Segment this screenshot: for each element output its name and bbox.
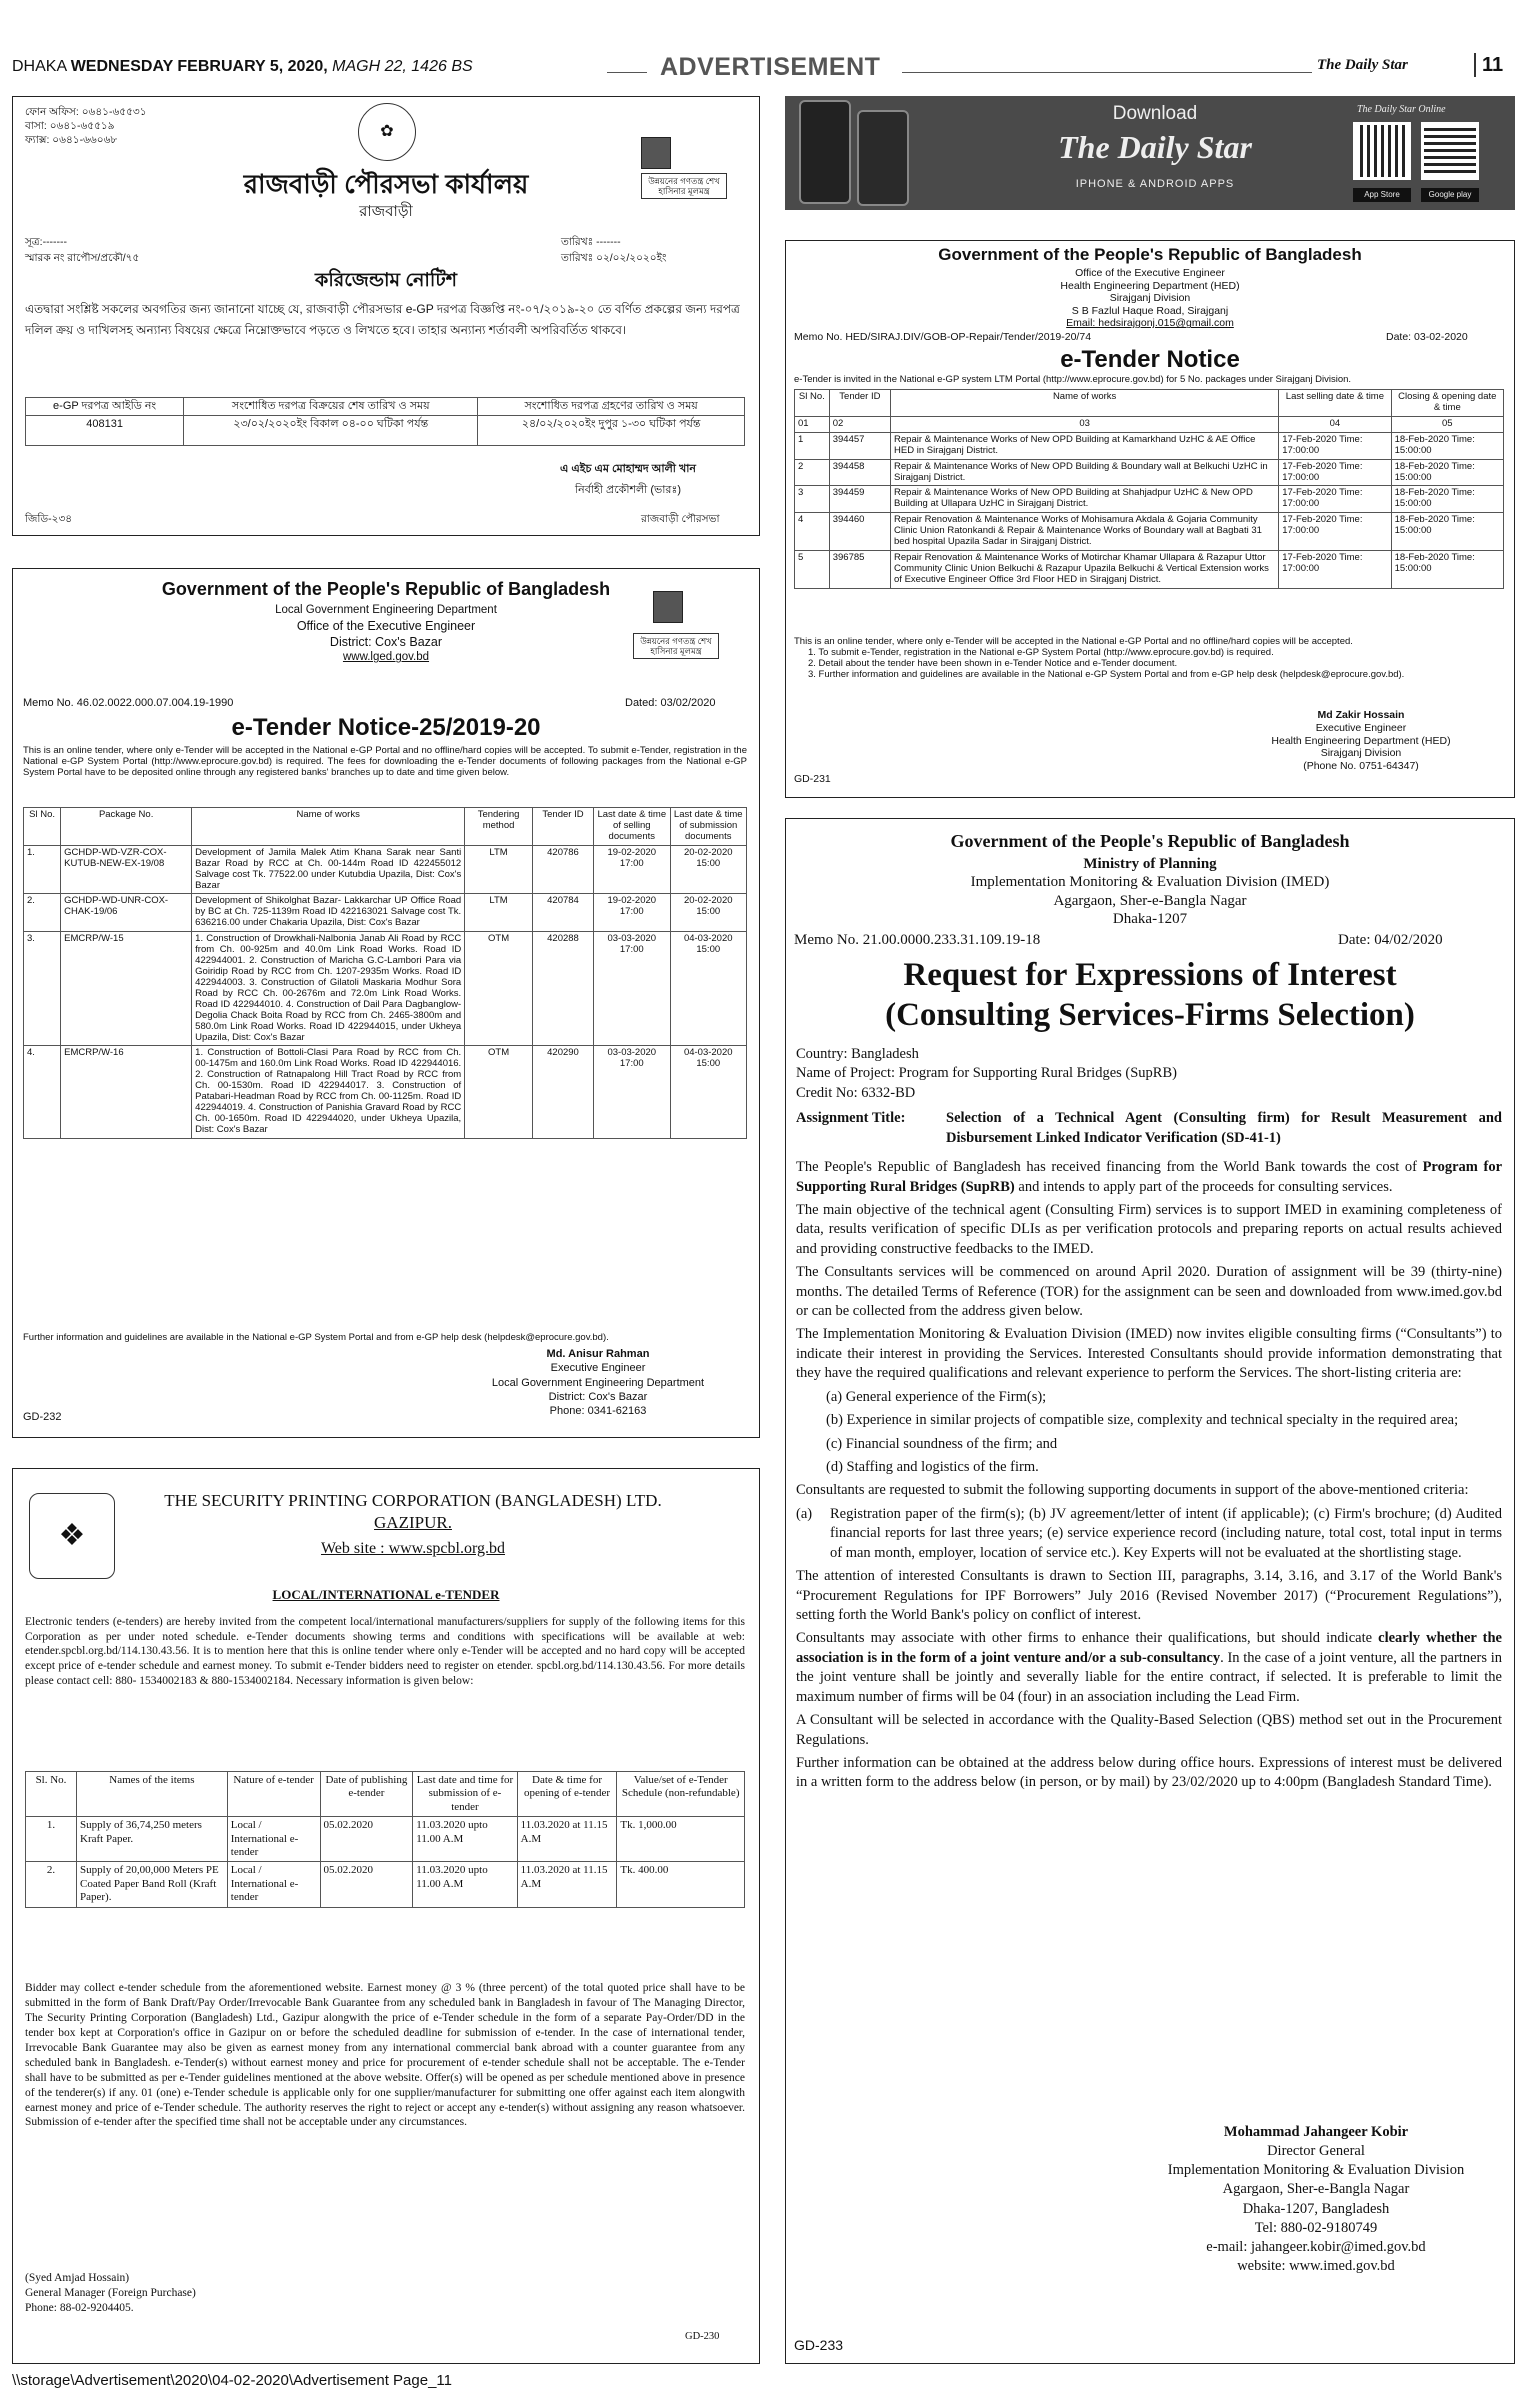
date-line: তারিখঃ ------- [561,236,621,248]
file-path-footer: \\storage\Advertisement\2020\04-02-2020\Advertisement Page_11 [12,2372,452,2389]
ad-rajbari-pouroshova [12,96,760,536]
paragraph: A Consultant will be selected in accordance with the Quality-Based Selection (QBS) method set out in the Procurement Regulations. [796,1712,1502,1748]
notice-intro: e-Tender is invited in the National e-GP system LTM Portal (http://www.eprocure.gov.bd) for 5 No. packages under Sirajganj Division. [794,374,1352,385]
note-item: 2. Detail about the tender have been shown in e-Tender Notice and e-Tender document. [808,657,1178,669]
portrait-image [653,591,683,623]
criteria-item: (c) Financial soundness of the firm; and [826,1435,1058,1452]
tender-table: Sl No. Package No. Name of works Tendering method Tender ID Last date & time of selling documents Last date & time of submission documents 1. GCHDP-WD-VZR-COX-KUTUB-NEW-EX-19/08 Development of Jamila Malek Atim Khana Sarak near Santi Bazar Road by RCC at Ch. 00-144m Road ID 422455012 Salvage cost Tk. 77522.00 under Kutubdia Upazila, Dist: Cox's Bazar LTM 420786 19-02-2020 17:00 20-02-2020 15:00 2. GCHDP-WD-UNR-COX-CHAK-19/06 Development of Shikolghat Bazar- Lakkarchar UP Office Road by BC at Ch. 725-1139m Road ID 422163021 Salvage cost Tk. 636216.00 under Chakaria Upazila, Dist: Cox's Bazar LTM 420784 19-02-2020 17:00 20-02-2020 15:00 3. EMCRP/W-15 1. Construction of Drowkhali-Nalbonia Janab Ali Road by RCC from Ch. 00-925m and 40.0m Link Road Works. Road ID 422944001. 2. Construction of Maricha G.C-Lambori Para via Goiridip Road by RCC from Ch. 1207-2935m Works. Road ID 422944003. 3. Construction of Gilatoli Maskaria Modhur Sora Road by RCC Ch. 00-2676m and 72.0m Link Road Works. Road ID 422944010. 4. Construction of Dail Para Dagbanglow-Degolia Chack Boita Road by RCC from Ch. 2465-3800m and 580.0m Link Road Works. Road ID 422944015, under Ukheya Upazila, Dist: Cox's Bazar OTM 420288 03-03-2020 17:00 04-03-2020 15:00 4. EMCRP/W-16 1. Construction of Bottoli-Clasi Para Road by RCC from Ch. 00-1475m and 160.0m Link Road Works. Road ID 422944016. 2. Construction of Ratnapalong Hill Tract Road by RCC from Ch. 00-1530m. Road ID 422944017. 3. Construction of Patabari-Headman Road by RCC from Ch. 00-1125m. Road ID 422944019. 4. Construction of Panishia Gravard Road by RCC Ch. 00-1650m. Road ID 422944020, under Ukheya Upazila, Dist: Cox's Bazar OTM 420290 03-03-2020 17:00 04-03-2020 15:00 [23,807,747,1139]
phone-mockup-image [799,100,851,204]
gov-title: Government of the People's Republic of Bangladesh [938,245,1362,264]
table-row: 1. GCHDP-WD-VZR-COX-KUTUB-NEW-EX-19/08 Development of Jamila Malek Atim Khana Sarak near Santi Bazar Road by RCC at Ch. 00-144m Road ID 422455012 Salvage cost Tk. 77522.00 under Kutubdia Upazila, Dist: Cox's Bazar LTM 420786 19-02-2020 17:00 20-02-2020 15:00 [24,845,747,894]
table-row: 2. GCHDP-WD-UNR-COX-CHAK-19/06 Development of Shikolghat Bazar- Lakkarchar UP Office Road by BC at Ch. 725-1139m Road ID 422163021 Salvage cost Tk. 636216.00 under Chakaria Upazila, Dist: Cox's Bazar LTM 420784 19-02-2020 17:00 20-02-2020 15:00 [24,894,747,932]
table-row: 1. Supply of 36,74,250 meters Kraft Paper. Local / International e-tender 05.02.2020 11.03.2020 upto 11.00 A.M 11.03.2020 at 11.15 A.M Tk. 1,000.00 [26,1817,745,1862]
memo-number: Memo No. 21.00.0000.233.31.109.19-18 [794,932,1041,948]
paragraph: Consultants are requested to submit the following supporting documents in support of the above-mentioned criteria: [796,1482,1469,1499]
phone-mockup-image [857,110,909,206]
project-line: Name of Project: Program for Supporting Rural Bridges (SupRB) [796,1065,1177,1082]
table-row: 2. Supply of 20,00,000 Meters PE Coated Paper Band Roll (Kraft Paper). Local / International e-tender 05.02.2020 11.03.2020 upto 11.00 A.M 11.03.2020 at 11.15 A.M Tk. 400.00 [26,1862,745,1907]
gd-number: GD-231 [794,773,831,785]
pouroshova-logo-icon: ✿ [358,103,416,161]
masthead-logo: The Daily Star [1317,57,1408,73]
table-row: 408131 ২৩/০২/২০২০ইং বিকাল ০৪-০০ ঘটিকা পর্যন্ত ২৪/০২/২০২০ইং দুপুর ১-৩০ ঘটিকা পর্যন্ত [26,416,745,446]
signatory-name: Md. Anisur Rahman [546,1348,650,1360]
dept-line: Local Government Engineering Department [275,604,497,616]
further-info: Further information and guidelines are available in the National e-GP System Portal and from e-GP help desk (helpdesk@eprocure.gov.bd). [23,1332,609,1343]
development-badge: উন্নয়নের গণতন্ত্র শেখ হাসিনার মূলমন্ত্র [641,173,727,199]
ad-hed-etender: Government of the People's Republic of Bangladesh Office of the Executive Engineer Health Engineering Department (HED) Sirajganj Division S B Fazlul Haque Road, Sirajganj Email: hedsirajgonj.015@gmail.com Memo No. HED/SIRAJ.DIV/GOB-OP-Repair/Tender/2019-20/74 Date: 03-02-2020 e-Tender Notice e-Tender is invited in the National e-GP system LTM Portal (http://www.eprocure.gov.bd) for 5 No. packages under Sirajganj Division. Sl No. Tender ID Name of works Last selling date & time Closing & opening date & time 01 02 03 04 05 1 394457 Repair & Maintenance Works of New OPD Building at Kamarkhand UzHC & AE Office HED in Sirajganj District. 17-Feb-2020 Time: 17:00:00 18-Feb-2020 Time: 15:00:00 2 394458 Repair & Maintenance Works of New OPD Building & Boundary wall at Belkuchi UzHC in Sirajganj District. 17-Feb-2020 Time: 17:00:00 18-Feb-2020 Time: 15:00:00 3 394459 Repair & Maintenance Works of New OPD Building at Shahjadpur UzHC & New OPD Building at Ullapara UzHC in Sirajganj District. 17-Feb-2020 Time: 17:00:00 18-Feb-2020 Time: 15:00:00 4 394460 Repair Renovation & Maintenance Works of Mohisamura Akdala & Gojaria Community Clinic Union Ratonkandi & Repair & Maintenance Works of Boundary wall at Bagbati 31 bed hospital Upazila Sadar in Sirajganj District. 17-Feb-2020 Time: 17:00:00 18-Feb-2020 Time: 15:00:00 5 396785 Repair Renovation & Maintenance Works of Motirchar Khamar Ullapara & Razapur Uttor Community Clinic Union Belkuchi & Razapur Upazila Belkuchi & Vertical Extension works of Executive Engineer Office 3rd Floor HED in Sirajganj District. 17-Feb-2020 Time: 17:00:00 18-Feb-2020 Time: 15:00:00 This is an online tender, where only e-Tender will be accepted in the National e-GP Portal and no offline/hard copies will be accepted. 1. To submit e-Tender, registration in the National e-GP System Portal (http://www.eprocure.gov.bd) is required. 2. Detail about the tender have been shown in e-Tender Notice and e-Tender document. 3. Further information and guidelines are available in the National e-GP System Portal and from e-GP help desk (helpdesk@eprocure.gov.bd). Md Zakir Hossain Executive Engineer Health Engineering Department (HED) Sirajganj Division (Phone No. 0751-64347) GD-231 [785,240,1515,798]
tender-body: Bidder may collect e-tender schedule from the aforementioned website. Earnest money @ 3 % (three percent) of the total quoted price shall have to be submitted in the form of Bank Draft/Pay Order/Irrevocable Bank Guarantee from any scheduled bank in Bangladesh in favour of The Managing Director, The Security Printing Corporation (Bangladesh) Ltd., Gazipur alongwith the price of e-Tender schedule in the form of a separate Pay-Order/DD in the tender box kept at Corporation's office in Gazipur on or before the scheduled deadline for submission of e-tender. In the case of international tender, Irrevocable Bank Guarantee may also be given as earnest money from any international commercial bank abroad with a counter guarantee from any scheduled bank in Bangladesh. e-Tender(s) without earnest money and price for procurement of e-tender schedule shall not be acceptable. The e-Tender shall have to be submitted as per e-Tender guidelines mentioned at the above website. Offer(s) will be opened as per schedule mentioned above in presence of the tenderer(s) if any. 01 (one) e-Tender schedule is applicable only for one supplier/manufacturer for submitting one offer against each item alongwith earnest money and price of e-Tender schedule. The authority reserves the right to reject or accept any e-tender(s) without assigning any reason whatsoever. Submission of e-tender after the specified time shall not be acceptable under any circumstances. [25,1982,745,2129]
app-store-button[interactable]: App Store [1353,188,1411,202]
page-number: 11 [1474,53,1503,77]
paragraph: Further information can be obtained at the address below during office hours. Expressions of interest must be delivered in a written form to the address below (in person, or by mail) by 23/02/2020 up to 4:00pm (Bangladesh Standard Time). [796,1754,1502,1791]
address-line: Dhaka-1207 [1112,910,1188,927]
documents-list: Registration paper of the firm(s); (b) JV agreement/letter of intent (if applicable); (c) Firm's brochure; (d) Audited financial reports for last three years; (e) service experience record (including nature, total cost, total input in terms of man month, employer, location of service etc.). Key Experts will not be evaluated at the shortlisting stage. [830,1505,1502,1561]
signatory-name: (Syed Amjad Hossain) [25,2272,130,2284]
office-subtitle: রাজবাড়ী [359,203,413,220]
table-row: 4 394460 Repair Renovation & Maintenance Works of Mohisamura Akdala & Gojaria Community Clinic Union Ratonkandi & Repair & Maintenance Works of Boundary wall at Bagbati 31 bed hospital Upazila Sadar in Sirajganj District. 17-Feb-2020 Time: 17:00:00 18-Feb-2020 Time: 15:00:00 [795,513,1504,551]
division-line: Implementation Monitoring & Evaluation Division (IMED) [970,874,1330,891]
ministry-line: Ministry of Planning [1083,856,1217,872]
signatory-name: Mohammad Jahangeer Kobir [1223,2124,1409,2140]
google-play-button[interactable]: Google play [1421,188,1479,202]
note-item: 1. To submit e-Tender, registration in the National e-GP System Portal (http://www.eprocure.gov.bd) is required. [808,646,1274,658]
download-text: Download [1112,103,1198,124]
tender-table: Sl No. Tender ID Name of works Last selling date & time Closing & opening date & time 01 02 03 04 05 1 394457 Repair & Maintenance Works of New OPD Building at Kamarkhand UzHC & AE Office HED in Sirajganj District. 17-Feb-2020 Time: 17:00:00 18-Feb-2020 Time: 15:00:00 2 394458 Repair & Maintenance Works of New OPD Building & Boundary wall at Belkuchi UzHC in Sirajganj District. 17-Feb-2020 Time: 17:00:00 18-Feb-2020 Time: 15:00:00 3 394459 Repair & Maintenance Works of New OPD Building at Shahjadpur UzHC & New OPD Building at Ullapara UzHC in Sirajganj District. 17-Feb-2020 Time: 17:00:00 18-Feb-2020 Time: 15:00:00 4 394460 Repair Renovation & Maintenance Works of Mohisamura Akdala & Gojaria Community Clinic Union Ratonkandi & Repair & Maintenance Works of Boundary wall at Bagbati 31 bed hospital Upazila Sadar in Sirajganj District. 17-Feb-2020 Time: 17:00:00 18-Feb-2020 Time: 15:00:00 5 396785 Repair Renovation & Maintenance Works of Motirchar Khamar Ullapara & Razapur Uttor Community Clinic Union Belkuchi & Razapur Upazila Belkuchi & Vertical Extension works of Executive Engineer Office 3rd Floor HED in Sirajganj District. 17-Feb-2020 Time: 17:00:00 18-Feb-2020 Time: 15:00:00 [794,389,1504,589]
table-row: 01 02 03 04 05 [795,416,1504,432]
section-title: ADVERTISEMENT [660,53,881,81]
header-date: WEDNESDAY FEBRUARY 5, 2020, [70,58,328,75]
notice-title: e-Tender Notice [1060,346,1240,373]
page-header [12,52,1512,82]
criteria-item: (d) Staffing and logistics of the firm. [826,1459,1039,1476]
contact-phones: ফোন অফিস: ০৬৪১-৬৫৫৩১ বাসা: ০৬৪১-৬৫৫১৯ ফ্যাক্স: ০৬৪১-৬৬০৬৮ [25,106,147,147]
memo-date: Dated: 03/02/2020 [625,697,716,709]
gd-number: জিডি-২৩৪ [25,513,73,525]
egp-table: e-GP দরপত্র আইডি নং সংশোধিত দরপত্র বিক্রয়ের শেষ তারিখ ও সময় সংশোধিত দরপত্র গ্রহণের তারিখ ও সময় 408131 ২৩/০২/২০২০ইং বিকাল ০৪-০০ ঘটিকা পর্যন্ত ২৪/০২/২০২০ইং দুপুর ১-৩০ ঘটিকা পর্যন্ত [25,397,745,446]
website-link[interactable]: Web site : www.spcbl.org.bd [320,1540,506,1557]
memo-number: Memo No. HED/SIRAJ.DIV/GOB-OP-Repair/Tender/2019-20/74 [794,331,1092,343]
development-badge: উন্নয়নের গণতন্ত্র শেখ হাসিনার মূলমন্ত্র [633,633,719,659]
credit-line: Credit No: 6332-BD [796,1084,916,1101]
portrait-image [641,137,671,169]
criteria-item: (b) Experience in similar projects of compatible size, complexity and technical specialty in the required area; [826,1412,1459,1429]
memo-date: তারিখঃ ০২/০২/২০২০ইং [561,251,667,264]
paragraph: The main objective of the technical agent (Consulting Firm) services is to support IMED in examining completeness of data, results verification of specific DLIs as per verification protocols and preparing reports on actual results achieved and providing constructive feedbacks to the IMED. [796,1201,1502,1257]
gov-title: Government of the People's Republic of Bangladesh [950,831,1350,851]
table-row: 3 394459 Repair & Maintenance Works of New OPD Building at Shahjadpur UzHC & New OPD Building at Ullapara UzHC in Sirajganj District. 17-Feb-2020 Time: 17:00:00 18-Feb-2020 Time: 15:00:00 [795,486,1504,513]
memo-number: Memo No. 46.02.0022.000.07.004.19-1990 [23,697,234,709]
header-city: DHAKA [12,58,67,75]
paragraph: The People's Republic of Bangladesh has received financing from the World Bank towards the cost of Program for Supporting Rural Bridges (SupRB) and intends to apply part of the proceeds for consulting services. [796,1159,1503,1195]
signatory-title: নির্বাহী প্রকৌশলী (ভারঃ) [574,483,682,496]
memo-date: Date: 04/02/2020 [1338,932,1443,948]
qr-code-icon [1421,122,1479,180]
signatory-name: এ এইচ এম মোহাম্মদ আলী খান [560,463,696,475]
paragraph: Consultants may associate with other firms to enhance their qualifications, but should indicate clearly whether the association is in the form of a joint venture and/or a sub-consultancy. In the case of a joint venture, all the partners in the joint venture shall be jointly and severally liable for the entire contract, if selected. It is preferable to limit the maximum number of firms will be 04 (four) in an association including the Lead Firm. [796,1630,1503,1705]
memo-number: স্মারক নং রাপৌস/প্রকৌ/৭৫ [25,251,140,264]
eoi-title: Request for Expressions of Interest [903,957,1397,993]
paragraph: The Consultants services will be commenced on around April 2020. Duration of assignment will be 39 (thirty-nine) months. The detailed Terms of Reference (TOR) for the assignment can be seen and downloaded from www.imed.gov.bd or can be collected from the address given below. [796,1264,1502,1320]
table-row: 4. EMCRP/W-16 1. Construction of Bottoli-Clasi Para Road by RCC from Ch. 00-1475m and 160.0m Link Road Works. Road ID 422944016. 2. Construction of Ratnapalong Hill Tract Road by RCC from Ch. 00-1530m. Road ID 422944017. 3. Construction of Patabari-Headman Road by RCC from Ch. 00-1125m. Road ID 422944019. 4. Construction of Panishia Gravard Road by RCC Ch. 00-1650m. Road ID 422944020, under Ukheya Upazila, Dist: Cox's Bazar OTM 420290 03-03-2020 17:00 04-03-2020 15:00 [24,1046,747,1138]
office-line: Office of the Executive Engineer [296,618,476,633]
ad-imed-eoi: Government of the People's Republic of Bangladesh Ministry of Planning Implementation Monitoring & Evaluation Division (IMED) Agargaon, Sher-e-Bangla Nagar Dhaka-1207 Memo No. 21.00.0000.233.31.109.19-18 Date: 04/02/2020 Request for Expressions of Interest (Consulting Services-Firms Selection) Country: Bangladesh Name of Project: Program for Supporting Rural Bridges (SupRB) Credit No: 6332-BD Assignment Title: Selection of a Technical Agent (Consulting firm) for Result Measurement and Disbursement Linked Indicator Verification (SD-41-1) The People's Republic of Bangladesh has received financing from the World Bank towards the cost of Program for Supporting Rural Bridges (SupRB) and intends to apply part of the proceeds for consulting services. The main objective of the technical agent (Consulting Firm) services is to support IMED in examining completeness of data, results verification of specific DLIs as per verification protocols and preparing reports on actual results achieved and providing constructive feedbacks to the IMED. The Consultants services will be commenced on around April 2020. Duration of assignment will be 39 (thirty-nine) months. The detailed Terms of Reference (TOR) for the assignment can be seen and downloaded from www.imed.gov.bd or can be collected from the address given below. The Implementation Monitoring & Evaluation Division (IMED) now invites eligible consulting firms (“Consultants”) to indicate their interest in providing the Services. Interested Consultants should provide information demonstrating that they have the required qualifications and relevant experience to perform the Services. The short-listing criteria are: (a) General experience of the Firm(s); (b) Experience in similar projects of compatible size, complexity and technical specialty in the required area; (c) Financial soundness of the firm; and (d) Staffing and logistics of the firm. Consultants are requested to submit the following supporting documents in support of the above-mentioned criteria: (a) Registration paper of the firm(s); (b) JV agreement/letter of intent (if applicable); (c) Firm's brochure; (d) Audited financial reports for last three years; (e) service experience record (including nature, total cost, total input in terms of man month, employer, location of service etc.). Key Experts will not be evaluated at the shortlisting stage. The attention of interested Consultants is drawn to Section III, paragraphs, 3.14, 3.16, and 3.17 of the World Bank's “Procurement Regulations for IPF Borrowers” July 2016 (Revised November 2017) (“Procurement Regulations”), setting forth the World Bank's policy on conflict of interest. Consultants may associate with other firms to enhance their qualifications, but should indicate clearly whether the association is in the form of a joint venture and/or a sub-consultancy. In the case of a joint venture, all the partners in the joint venture shall be jointly and severally liable for the entire contract, if selected. It is preferable to limit the maximum number of firms will be 04 (four) in an association including the Lead Firm. A Consultant will be selected in accordance with the Quality-Based Selection (QBS) method set out in the Procurement Regulations. Further information can be obtained at the address below during office hours. Expressions of interest must be delivered in a written form to the address below (in person, or by mail) by 23/02/2020 up to 4:00pm (Bangladesh Standard Time). Mohammad Jahangeer Kobir Director General Implementation Monitoring & Evaluation Division Agargaon, Sher-e-Bangla Nagar Dhaka-1207, Bangladesh Tel: 880-02-9180749 e-mail: jahangeer.kobir@imed.gov.bd website: www.imed.gov.bd GD-233 [785,818,1515,2364]
gd-number: GD-232 [23,1411,62,1423]
brand-logo: The Daily Star [1058,129,1252,165]
ref-line: সূত্র:------- [25,236,68,248]
ad-lged-etender: Government of the People's Republic of Bangladesh Local Government Engineering Department Office of the Executive Engineer District: Cox's Bazar www.lged.gov.bd উন্নয়নের গণতন্ত্র শেখ হাসিনার মূলমন্ত্র Memo No. 46.02.0022.000.07.004.19-1990 Dated: 03/02/2020 e-Tender Notice-25/2019-20 This is an online tender, where only e-Tender will be accepted in the National e-GP Portal and no offline/hard copies will be accepted. To submit e-Tender, registration in the National e-GP System Portal (http://www.eprocure.gov.bd) is required. The fees for downloading the e-Tender documents of following packages from the National e-GP System Portal have to be deposited online through any registered banks' branches up to date and time given below. Sl No. Package No. Name of works Tendering method Tender ID Last date & time of selling documents Last date & time of submission documents 1. GCHDP-WD-VZR-COX-KUTUB-NEW-EX-19/08 Development of Jamila Malek Atim Khana Sarak near Santi Bazar Road by RCC at Ch. 00-144m Road ID 422455012 Salvage cost Tk. 77522.00 under Kutubdia Upazila, Dist: Cox's Bazar LTM 420786 19-02-2020 17:00 20-02-2020 15:00 2. GCHDP-WD-UNR-COX-CHAK-19/06 Development of Shikolghat Bazar- Lakkarchar UP Office Road by BC at Ch. 725-1139m Road ID 422163021 Salvage cost Tk. 636216.00 under Chakaria Upazila, Dist: Cox's Bazar LTM 420784 19-02-2020 17:00 20-02-2020 15:00 3. EMCRP/W-15 1. Construction of Drowkhali-Nalbonia Janab Ali Road by RCC from Ch. 00-925m and 40.0m Link Road Works. Road ID 422944001. 2. Construction of Maricha G.C-Lambori Para via Goiridip Road by RCC from Ch. 1207-2935m Works. Road ID 422944003. 3. Construction of Gilatoli Maskaria Modhur Sora Road by RCC Ch. 00-2676m and 72.0m Link Road Works. Road ID 422944010. 4. Construction of Dail Para Dagbanglow-Degolia Chack Boita Road by RCC from Ch. 2465-3800m and 580.0m Link Road Works. Road ID 422944015, under Ukheya Upazila, Dist: Cox's Bazar OTM 420288 03-03-2020 17:00 04-03-2020 15:00 4. EMCRP/W-16 1. Construction of Bottoli-Clasi Para Road by RCC from Ch. 00-1475m and 160.0m Link Road Works. Road ID 422944016. 2. Construction of Ratnapalong Hill Tract Road by RCC from Ch. 00-1530m. Road ID 422944017. 3. Construction of Patabari-Headman Road by RCC from Ch. 00-1125m. Road ID 422944019. 4. Construction of Panishia Gravard Road by RCC Ch. 00-1650m. Road ID 422944020, under Ukheya Upazila, Dist: Cox's Bazar OTM 420290 03-03-2020 17:00 04-03-2020 15:00 Further information and guidelines are available in the National e-GP System Portal and from e-GP help desk (helpdesk@eprocure.gov.bd). Md. Anisur Rahman Executive Engineer Local Government Engineering Department District: Cox's Bazar Phone: 0341-62163 GD-232 [12,568,760,1438]
notes-intro: This is an online tender, where only e-Tender will be accepted in the National e-GP Portal and no offline/hard copies will be accepted. [794,636,1353,647]
notice-title: e-Tender Notice-25/2019-20 [231,714,541,741]
notice-body: এতদ্বারা সংশ্লিষ্ট সকলের অবগতির জন্য জানানো যাচ্ছে যে, রাজবাড়ী পৌরসভার e-GP দরপত্র বিজ্ঞপ্তি নং-০৭/২০১৯-২০ তে বর্ণিত প্রকল্পের জন্য দরপত্র দলিল ক্রয় ও দাখিলসহ অন্যান্য বিষয়ের ক্ষেত্রে নিম্নোক্তভাবে পড়তে ও লিখতে হবে। তাহার অন্যান্য শর্তাবলী অপরিবর্তিত থাকবে। [25,302,740,337]
items-table: Sl. No. Names of the items Nature of e-tender Date of publishing e-tender Last date and time for submission of e-tender Date & time for opening of e-tender Value/set of e-Tender Schedule (non-refundable) 1. Supply of 36,74,250 meters Kraft Paper. Local / International e-tender 05.02.2020 11.03.2020 upto 11.00 A.M 11.03.2020 at 11.15 A.M Tk. 1,000.00 2. Supply of 20,00,000 Meters PE Coated Paper Band Roll (Kraft Paper). Local / International e-tender 05.02.2020 11.03.2020 upto 11.00 A.M 11.03.2020 at 11.15 A.M Tk. 400.00 [25,1771,745,1908]
eoi-subtitle: (Consulting Services-Firms Selection) [885,997,1415,1033]
criteria-item: (a) General experience of the Firm(s); [826,1388,1047,1405]
website-link[interactable]: website: www.imed.gov.bd [1237,2257,1395,2274]
contact-phone: Phone: 88-02-9204405. [25,2301,134,2314]
district-line: District: Cox's Bazar [329,635,443,650]
corp-city: GAZIPUR. [374,1513,452,1532]
signatory-name: Md Zakir Hossain [1317,709,1405,721]
qr-code-icon [1353,122,1411,180]
tender-heading: LOCAL/INTERNATIONAL e-TENDER [272,1587,500,1602]
ad-daily-star-app [785,96,1515,210]
table-row: 5 396785 Repair Renovation & Maintenance Works of Motirchar Khamar Ullapara & Razapur Uttor Community Clinic Union Belkuchi & Razapur Upazila Belkuchi & Vertical Extension works of Executive Engineer Office 3rd Floor HED in Sirajganj District. 17-Feb-2020 Time: 17:00:00 18-Feb-2020 Time: 15:00:00 [795,551,1504,589]
note-item: 3. Further information and guidelines are available in the National e-GP System Portal and from e-GP help desk (helpdesk@eprocure.gov.bd). [808,668,1405,680]
country-line: Country: Bangladesh [796,1046,919,1062]
notice-intro: This is an online tender, where only e-Tender will be accepted in the National e-GP Portal and no offline/hard copies will be accepted. To submit e-Tender, registration in the National e-GP System Portal (http://www.eprocure.gov.bd) is required. The fees for downloading the e-Tender documents of following packages from the National e-GP System Portal have to be deposited online through any registered banks' branches up to date and time given below. [23,745,747,778]
paragraph: The Implementation Monitoring & Evaluation Division (IMED) now invites eligible consulting firms (“Consultants”) to indicate their interest in providing the Services. Interested Consultants should provide information demonstrating that they have the required qualifications and relevant experience to perform the Services. The short-listing criteria are: [796,1326,1502,1382]
online-logo: The Daily Star Online [1357,104,1446,115]
paragraph: The attention of interested Consultants is drawn to Section III, paragraphs, 3.14, 3.16, and 3.17 of the World Bank's “Procurement Regulations for IPF Borrowers” July 2016 (Revised November 2017) (“Procurement Regulations”), setting forth the World Bank's policy on conflict of interest. [796,1568,1502,1623]
memo-date: Date: 03-02-2020 [1386,331,1468,343]
email-link[interactable]: e-mail: jahangeer.kobir@imed.gov.bd [1206,2238,1426,2255]
table-row: 2 394458 Repair & Maintenance Works of New OPD Building & Boundary wall at Belkuchi UzHC in Sirajganj District. 17-Feb-2020 Time: 17:00:00 18-Feb-2020 Time: 15:00:00 [795,459,1504,486]
corp-title: THE SECURITY PRINTING CORPORATION (BANGLADESH) LTD. [164,1491,662,1510]
notice-title: করিজেন্ডাম নোটিশ [315,270,457,291]
gov-title: Government of the People's Republic of Bangladesh [161,579,611,599]
platforms-text: IPHONE & ANDROID APPS [1075,178,1235,190]
office-title: রাজবাড়ী পৌরসভা কার্যালয় [243,169,529,199]
assignment-title: Selection of a Technical Agent (Consulting firm) for Result Measurement and Disbursement Linked Indicator Verification (SD-41-1) [946,1110,1502,1146]
header-bangla-date: MAGH 22, 1426 BS [332,58,473,75]
table-row: 3. EMCRP/W-15 1. Construction of Drowkhali-Nalbonia Janab Ali Road by RCC from Ch. 00-925m and 40.0m Link Road Works. Road ID 422944001. 2. Construction of Maricha G.C-Lambori Para via Goiridip Road by RCC from Ch. 1207-2935m Works. Road ID 422944003. 3. Construction of Gilatoli Maskaria Modhur Sora Road by RCC Ch. 00-2676m and 72.0m Link Road Works. Road ID 422944010. 4. Construction of Dail Para Dagbanglow-Degolia Chack Boita Road by RCC from Ch. 2465-3800m and 580.0m Link Road Works. Road ID 422944015, under Ukheya Upazila, Dist: Cox's Bazar OTM 420288 03-03-2020 17:00 04-03-2020 15:00 [24,932,747,1046]
gd-number: GD-230 [685,2331,720,2342]
signatory-title: General Manager (Foreign Purchase) [25,2286,196,2299]
office-footer: রাজবাড়ী পৌরসভা [641,513,720,525]
tender-intro: Electronic tenders (e-tenders) are hereby invited from the competent local/international manufacturers/suppliers for supply of the following items for this Corporation as per under noted schedule. e-Tender documents showing terms and conditions with specifications will be available at web: etender.spcbl.org.bd/114.130.43.56. It is to mention here that this is online tender where only e-Tender will be accepted and no hard copy will be accepted except price of e-tender schedule and earnest money. To submit e-Tender bidders need to register on etender. spcbl.org.bd/114.130.43.56. For more details please contact cell: 880- 1534002183 & 880-1534002184. Necessary information is given below: [25,1616,745,1687]
spcbl-logo-icon: ❖ [29,1493,115,1579]
address-line: Agargaon, Sher-e-Bangla Nagar [1053,892,1247,909]
ad-spcbl-etender [12,1468,760,2364]
table-row: 1 394457 Repair & Maintenance Works of New OPD Building at Kamarkhand UzHC & AE Office HED in Sirajganj District. 17-Feb-2020 Time: 17:00:00 18-Feb-2020 Time: 15:00:00 [795,432,1504,459]
website-link[interactable]: www.lged.gov.bd [342,651,430,664]
assignment-label: Assignment Title: [796,1110,906,1127]
gd-number: GD-233 [794,2337,844,2353]
email-link[interactable]: Email: hedsirajgonj.015@gmail.com [1066,317,1234,330]
